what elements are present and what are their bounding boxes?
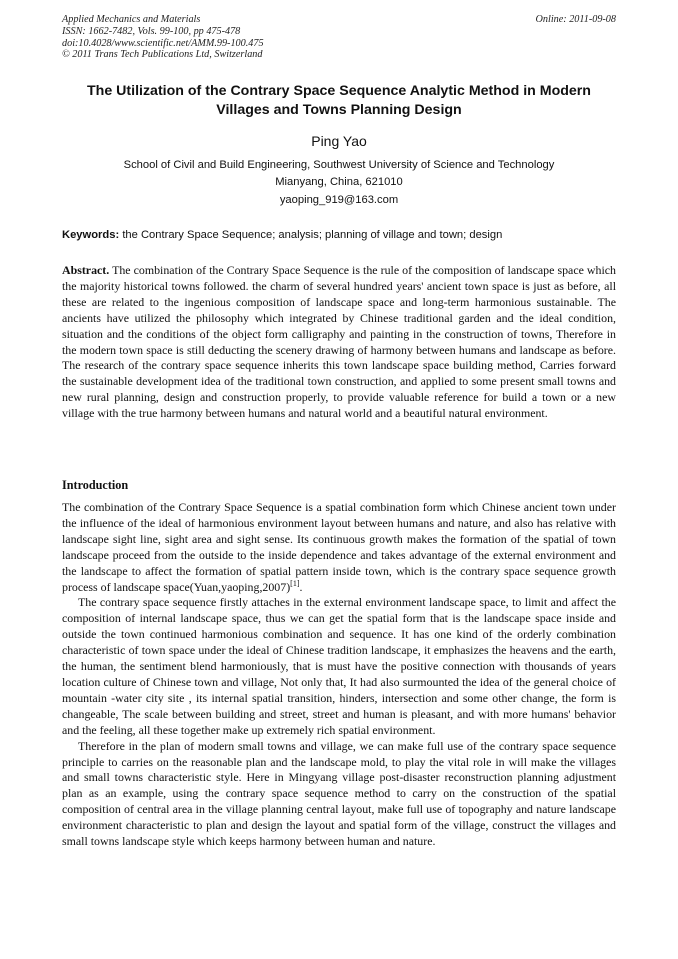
abstract [62, 263, 616, 422]
keywords [62, 229, 616, 241]
introduction-body [62, 500, 616, 850]
paper-title: The Utilization of the Contrary Space Sequence Analytic Method in Modern Villages and Towns Planning Design [87, 83, 591, 118]
author-name: Ping Yao [311, 133, 367, 149]
keywords-label: Keywords: [62, 229, 120, 241]
affiliation-line: Mianyang, China, 621010 [275, 176, 403, 188]
paragraph: Therefore in the plan of modern small towns and village, we can make full use of the contrary space sequence principle to carries on the reasonable plan and the landscape mold, to play the vital role in will make the villages and small towns characteristic style. Here in Mingyang village post-disaster reconstruction planning adjustment plan as an example, using the contrary space sequence method to carry on the construction of the spatial composition of central area in the village planning central layout, make full use of topography and nature landscape environment characteristic to plan and design the layout and spatial form of the village, construct the villages and small towns landscape style which keeps harmony between human and nature. [62, 738, 616, 849]
citation-ref: [1] [290, 578, 300, 588]
abstract-label: Abstract. [62, 263, 110, 277]
paragraph-end: . [299, 579, 303, 594]
author-email: yaoping_919@163.com [279, 194, 399, 206]
abstract-text: The combination of the Contrary Space Sequence is the rule of the composition of landscape space which the majority historical towns followed. the charm of several hundred years' ancient town space is just as before, all these are related to the ingenious composition of landscape space and long-term harmonious sustainable. The ancients have utilized the philosophy which integrated by Chinese traditional garden and the ideal condition, situation and the conditions of the object form calligraphy and painting in the construction of towns, Therefore in the modern town space is still deducting the scenery drawing of harmony between humans and landscape as before. The research of the contrary space sequence inherits this town landscape space building method, Carries forward the sustainable development idea of the traditional town construction, and applied to some present small towns and new rural planning, design and construction properly, to provide valuable reference for build a town or a new village with the true harmony between humans and natural world and a beautiful natural environment. [62, 263, 616, 421]
journal-name: Applied Mechanics and Materials [62, 14, 201, 25]
copyright-line: © 2011 Trans Tech Publications Ltd, Switzerland [62, 49, 263, 61]
keywords-text: the Contrary Space Sequence; analysis; planning of village and town; design [122, 229, 503, 241]
paragraph [62, 500, 616, 595]
journal-header [62, 14, 616, 61]
affiliation [62, 157, 616, 191]
section-heading: Introduction [62, 478, 129, 492]
paragraph-text: The combination of the Contrary Space Sequence is a spatial combination form which Chinese ancient town under the influence of the ideal of harmonious environment layout between humans and nature, and also has relative with landscape sight line, sight area and sight sense. Its continuous growth makes the formation of the spatial of town landscape proceed from the outside to the inside dependence and takes advantage of the external environment and the landscape to affect the formation of spatial pattern inside town, which is the contrary space sequence growth process of landscape space(Yuan,yaoping,2007) [62, 500, 616, 594]
issn-line: ISSN: 1662-7482, Vols. 99-100, pp 475-478 [62, 25, 241, 37]
online-date: Online: 2011-09-08 [535, 14, 616, 25]
doi-line: doi:10.4028/www.scientific.net/AMM.99-100.475 [62, 37, 264, 49]
affiliation-line: School of Civil and Build Engineering, Southwest University of Science and Technology [123, 159, 555, 171]
paragraph: The contrary space sequence firstly attaches in the external environment landscape space, to limit and affect the composition of internal landscape space, thus we can get the spatial form that is the landscape space inside and outside the town continued harmonious combination and sequence. It has one kind of the orderly combination characteristic of town space under the ideal of Chinese tradition landscape, it emphasizes the heavens and the earth, the human, the sentiment blend harmoniously, that is must have the positive connection with thousands of years location culture of Chinese town and village, Not only that, It had also surmounted the idea of the general choice of mountain -water city site , its internal spatial transition, hinders, intersection and some other change, the form is changeable, The scale between building and street, street and human is pleasant, and with more humans' behavior and the feeling, all these together make up extremely rich spatial environment. [62, 595, 616, 737]
